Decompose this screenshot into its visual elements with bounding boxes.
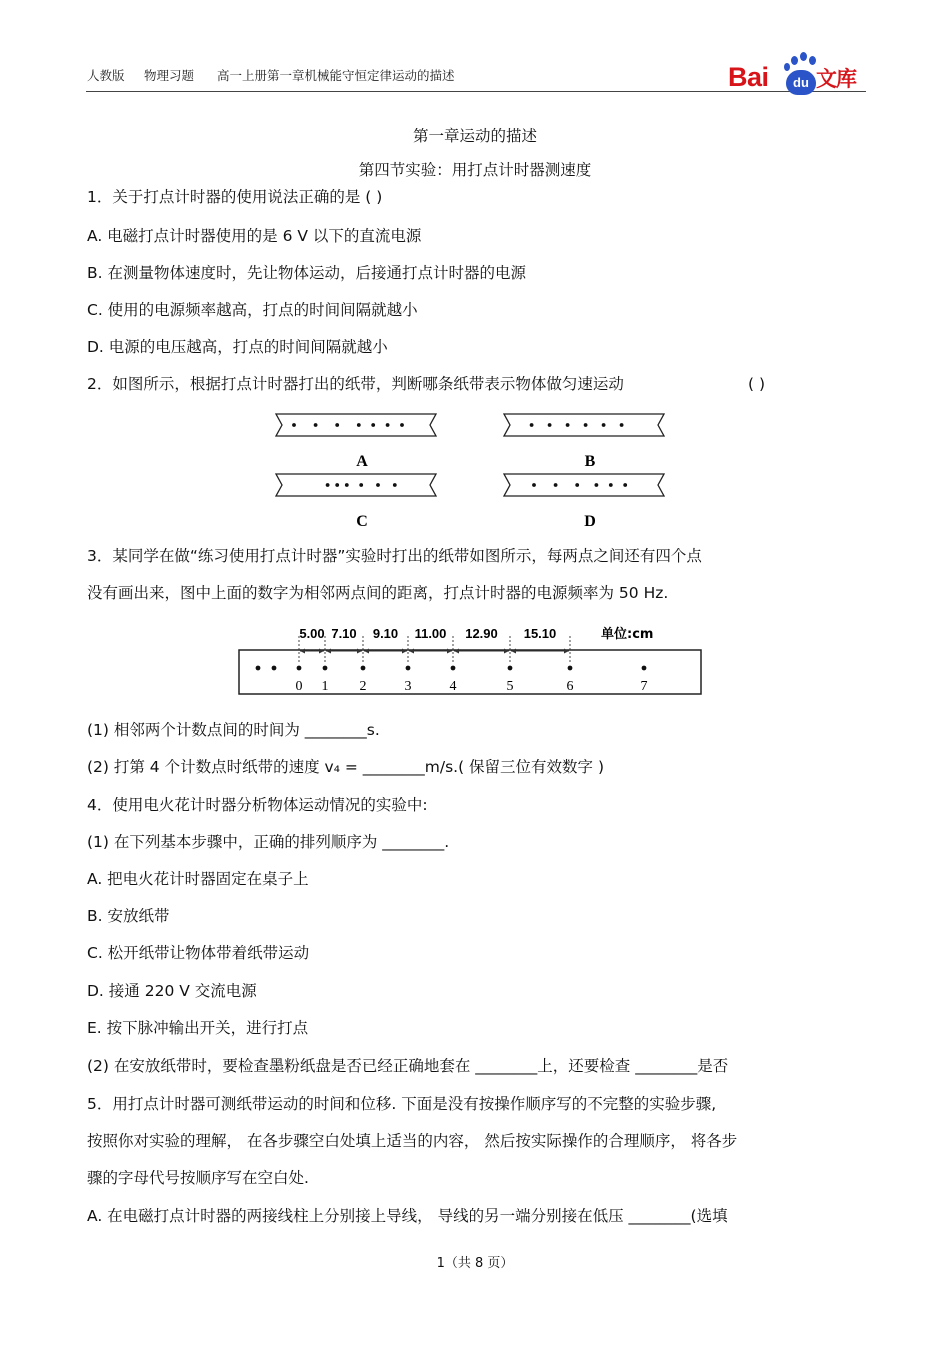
paw-toe-icon — [809, 56, 816, 65]
q5-line2: 按照你对实验的理解， 在各步骤空白处填上适当的内容， 然后按实际操作的合理顺序， 将各步 — [87, 1132, 738, 1150]
tape-outline — [504, 474, 664, 496]
header-subject: 物理习题 — [144, 68, 195, 83]
tape-dot — [357, 423, 361, 427]
q4-option-b: B. 安放纸带 — [87, 907, 170, 925]
tape-dot — [326, 483, 330, 487]
tape-outline — [276, 414, 436, 436]
tape-dot — [609, 483, 613, 487]
q3-stem-line2: 没有画出来，图中上面的数字为相邻两点间的距离，打点计时器的电源频率为 50 Hz. — [87, 584, 669, 602]
q1-option-a: A. 电磁打点计时器使用的是 6 V 以下的直流电源 — [87, 227, 422, 245]
count-point-label: 6 — [566, 679, 574, 694]
distance-label: 5.00 — [299, 626, 325, 641]
tape-dot — [335, 483, 339, 487]
tape-dot — [386, 423, 390, 427]
tape-dot — [292, 423, 296, 427]
q1-option-c: C. 使用的电源频率越高，打点的时间间隔就越小 — [87, 301, 418, 319]
tape-dot — [620, 423, 624, 427]
distance-label: 12.90 — [465, 626, 498, 641]
tape-dot — [314, 423, 318, 427]
q2-tapes-figure — [270, 408, 690, 533]
logo-text-du: du — [786, 70, 816, 95]
q5-line3: 骤的字母代号按顺序写在空白处. — [87, 1169, 309, 1187]
tape-dot — [548, 423, 552, 427]
extra-dot — [272, 666, 277, 671]
count-point-dot — [323, 666, 328, 671]
tape-dot — [554, 483, 558, 487]
tape-dot — [359, 483, 363, 487]
q3-stem-line1: 3．某同学在做“练习使用打点计时器”实验时打出的纸带如图所示，每两点之间还有四个点 — [87, 547, 702, 565]
tape-a — [276, 414, 436, 436]
count-point-dot — [297, 666, 302, 671]
count-point-label: 1 — [321, 679, 329, 694]
q4-option-c: C. 松开纸带让物体带着纸带运动 — [87, 944, 310, 962]
q1-stem: 1．关于打点计时器的使用说法正确的是 ( ) — [87, 188, 383, 206]
tape-dot — [595, 483, 599, 487]
q3-tape-figure — [236, 618, 706, 698]
count-point-label: 4 — [449, 679, 457, 694]
extra-dot — [256, 666, 261, 671]
distance-label: 9.10 — [372, 626, 399, 641]
q4-option-e: E. 按下脉冲输出开关，进行打点 — [87, 1019, 309, 1037]
tape-dot — [345, 483, 349, 487]
q3-sub1: (1) 相邻两个计数点间的时间为 ________s. — [87, 721, 380, 739]
tape-dot — [530, 423, 534, 427]
chapter-title: 第一章运动的描述 — [412, 127, 537, 145]
tape-dot — [371, 423, 375, 427]
page-footer: 1（共 8 页） — [436, 1256, 514, 1271]
q2-answer-bracket: ( ) — [748, 375, 766, 393]
q3-unit-label: 单位:cm — [601, 627, 654, 642]
q1-option-d: D. 电源的电压越高，打点的时间间隔就越小 — [87, 338, 388, 356]
count-point-dot — [642, 666, 647, 671]
count-point-label: 2 — [359, 679, 367, 694]
count-point-dot — [568, 666, 573, 671]
count-point-dot — [508, 666, 513, 671]
tape-c — [276, 474, 436, 496]
tape-label-a: A — [356, 453, 368, 470]
tape-dot — [376, 483, 380, 487]
tape-dot — [575, 483, 579, 487]
tape-label-b: B — [584, 453, 596, 470]
paw-toe-icon — [800, 52, 807, 61]
count-point-label: 7 — [640, 679, 648, 694]
tape-outline — [276, 474, 436, 496]
q3-sub2: (2) 打第 4 个计数点时纸带的速度 v₄ = ________m/s.( 保留三位有效数字 ) — [87, 758, 605, 776]
tape-dot — [602, 423, 606, 427]
section-title: 第四节实验：用打点计时器测速度 — [358, 161, 592, 179]
header-chapter-info: 高一上册第一章机械能守恒定律运动的描述 — [217, 68, 455, 83]
header-edition: 人教版 — [87, 68, 125, 83]
count-point-dot — [406, 666, 411, 671]
tape-dot — [566, 423, 570, 427]
q4-sub1: (1) 在下列基本步骤中，正确的排列顺序为 ________. — [87, 833, 450, 851]
tape-dot — [400, 423, 404, 427]
count-point-label: 3 — [404, 679, 412, 694]
tape-dot — [532, 483, 536, 487]
paw-toe-icon — [784, 63, 790, 71]
q5-option-a: A. 在电磁打点计时器的两接线柱上分别接上导线， 导线的另一端分别接在低压 ________(选填 — [87, 1207, 728, 1225]
q4-option-d: D. 接通 220 V 交流电源 — [87, 982, 257, 1000]
tape-b — [504, 414, 664, 436]
q2-stem: 2．如图所示，根据打点计时器打出的纸带，判断哪条纸带表示物体做匀速运动 — [87, 375, 624, 393]
tape-dot — [584, 423, 588, 427]
q4-option-a: A. 把电火花计时器固定在桌子上 — [87, 870, 309, 888]
tape-dot — [623, 483, 627, 487]
count-point-label: 0 — [295, 679, 303, 694]
tape-label-c: C — [356, 513, 368, 530]
baidu-wenku-logo[interactable] — [718, 50, 868, 98]
q1-option-b: B. 在测量物体速度时，先让物体运动，后接通打点计时器的电源 — [87, 264, 526, 282]
tape-dot — [393, 483, 397, 487]
q5-line1: 5．用打点计时器可测纸带运动的时间和位移. 下面是没有按操作顺序写的不完整的实验步骤, — [87, 1095, 717, 1113]
tape-dot — [335, 423, 339, 427]
distance-label: 11.00 — [414, 626, 447, 641]
count-point-label: 5 — [506, 679, 514, 694]
count-point-dot — [361, 666, 366, 671]
q4-sub2: (2) 在安放纸带时，要检查墨粉纸盘是否已经正确地套在 ________上，还要检查 ________是否 — [87, 1057, 729, 1075]
tape-d — [504, 474, 664, 496]
q4-stem: 4．使用电火花计时器分析物体运动情况的实验中: — [87, 796, 428, 814]
distance-label: 15.10 — [523, 626, 557, 641]
count-point-dot — [451, 666, 456, 671]
logo-text-bai: Bai — [728, 62, 769, 92]
tape-label-d: D — [584, 513, 596, 530]
q3-tape-outline — [239, 650, 701, 694]
logo-text-wenku: 文库 — [816, 67, 856, 91]
paw-toe-icon — [791, 56, 798, 65]
distance-label: 7.10 — [331, 626, 357, 641]
